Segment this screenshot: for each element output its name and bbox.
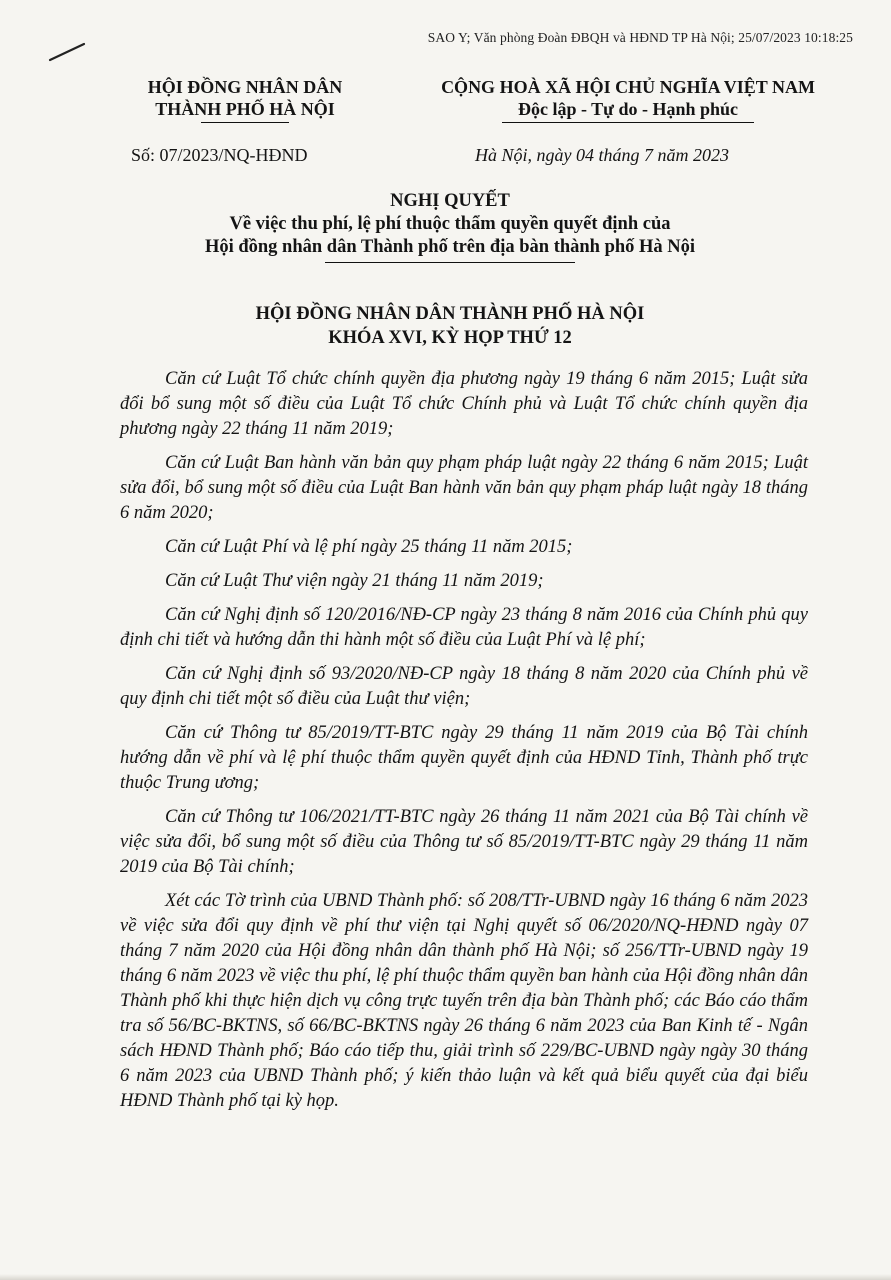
issuing-agency-line2: THÀNH PHỐ HÀ NỘI xyxy=(155,99,335,119)
preamble-paragraph: Căn cứ Luật Thư viện ngày 21 tháng 11 năm 2019; xyxy=(165,571,544,591)
preamble-paragraph: Căn cứ Luật Ban hành văn bản quy phạm pháp luật ngày 22 tháng 6 năm 2015; Luật sửa đổi, bổ sung một số điều của Luật Ban hành văn bản quy phạm pháp luật ngày 18 tháng 6 năm 2020; xyxy=(120,453,808,523)
country-name: CỘNG HOÀ XÃ HỘI CHỦ NGHĨA VIỆT NAM xyxy=(441,77,815,97)
council-heading xyxy=(100,302,800,350)
document-date: Hà Nội, ngày 04 tháng 7 năm 2023 xyxy=(475,145,729,165)
motto-underline xyxy=(502,122,754,123)
preamble-paragraph: Căn cứ Nghị định số 120/2016/NĐ-CP ngày 23 tháng 8 năm 2016 của Chính phủ quy định chi tiết và hướng dẫn thi hành một số điều của Luật Phí và lệ phí; xyxy=(120,605,808,650)
national-title xyxy=(398,76,858,123)
preamble-paragraph: Xét các Tờ trình của UBND Thành phố: số 208/TTr-UBND ngày 16 tháng 6 năm 2023 về việc sửa đổi quy định về phí thư viện tại Nghị quyết số 06/2020/NQ-HĐND ngày 07 tháng 7 năm 2020 của Hội đồng nhân dân thành phố Hà Nội; số 256/TTr-UBND ngày 19 tháng 6 năm 2023 về việc thu phí, lệ phí thuộc thẩm quyền ban hành của Hội đồng nhân dân Thành phố khi thực hiện dịch vụ công trực tuyến trên địa bàn Thành phố; các Báo cáo thẩm tra số 56/BC-BKTNS, số 66/BC-BKTNS ngày 26 tháng 6 năm 2023 của Ban Kinh tế - Ngân sách HĐND Thành phố; Báo cáo tiếp thu, giải trình số 229/BC-UBND ngày ngày 30 tháng 6 năm 2023 của UBND Thành phố; ý kiến thảo luận và kết quả biểu quyết của đại biểu HĐND Thành phố tại kỳ họp. xyxy=(120,891,808,1111)
preamble-paragraph: Căn cứ Luật Tổ chức chính quyền địa phương ngày 19 tháng 6 năm 2015; Luật sửa đổi bổ sung một số điều của Luật Tổ chức Chính phủ và Luật Tổ chức chính quyền địa phương ngày 22 tháng 11 năm 2019; xyxy=(120,369,808,439)
preamble-paragraph: Căn cứ Nghị định số 93/2020/NĐ-CP ngày 18 tháng 8 năm 2020 của Chính phủ về quy định chi tiết một số điều của Luật thư viện; xyxy=(120,664,808,709)
issuing-agency xyxy=(120,76,370,123)
document-number: Số: 07/2023/NQ-HĐND xyxy=(131,145,308,165)
page-edge-shadow xyxy=(0,1274,891,1280)
preamble-paragraph: Căn cứ Thông tư 106/2021/TT-BTC ngày 26 tháng 11 năm 2021 của Bộ Tài chính về việc sửa đổi, bổ sung một số điều của Thông tư số 85/2019/TT-BTC ngày 29 tháng 11 năm 2019 của Bộ Tài chính; xyxy=(120,807,808,877)
title-underline xyxy=(325,262,575,263)
resolution-title xyxy=(100,190,800,263)
preamble xyxy=(120,367,808,1123)
council-name: HỘI ĐỒNG NHÂN DÂN THÀNH PHỐ HÀ NỘI xyxy=(255,304,645,324)
title-line2: Hội đồng nhân dân Thành phố trên địa bàn thành phố Hà Nội xyxy=(204,237,696,257)
council-session: KHÓA XVI, KỲ HỌP THỨ 12 xyxy=(328,328,572,348)
issuing-agency-line1: HỘI ĐỒNG NHÂN DÂN xyxy=(147,77,343,97)
agency-underline xyxy=(201,122,289,123)
copy-stamp: SAO Y; Văn phòng Đoàn ĐBQH và HĐND TP Hà Nội; 25/07/2023 10:18:25 xyxy=(427,30,853,45)
document-type: NGHỊ QUYẾT xyxy=(390,191,510,211)
preamble-paragraph: Căn cứ Luật Phí và lệ phí ngày 25 tháng 11 năm 2015; xyxy=(165,537,573,557)
preamble-paragraph: Căn cứ Thông tư 85/2019/TT-BTC ngày 29 tháng 11 năm 2019 của Bộ Tài chính hướng dẫn về phí và lệ phí thuộc thẩm quyền quyết định của HĐND Tỉnh, Thành phố trực thuộc Trung ương; xyxy=(120,723,808,793)
pen-stroke-mark xyxy=(48,42,86,62)
title-line1: Về việc thu phí, lệ phí thuộc thẩm quyền quyết định của xyxy=(229,214,671,234)
national-motto: Độc lập - Tự do - Hạnh phúc xyxy=(517,99,739,119)
